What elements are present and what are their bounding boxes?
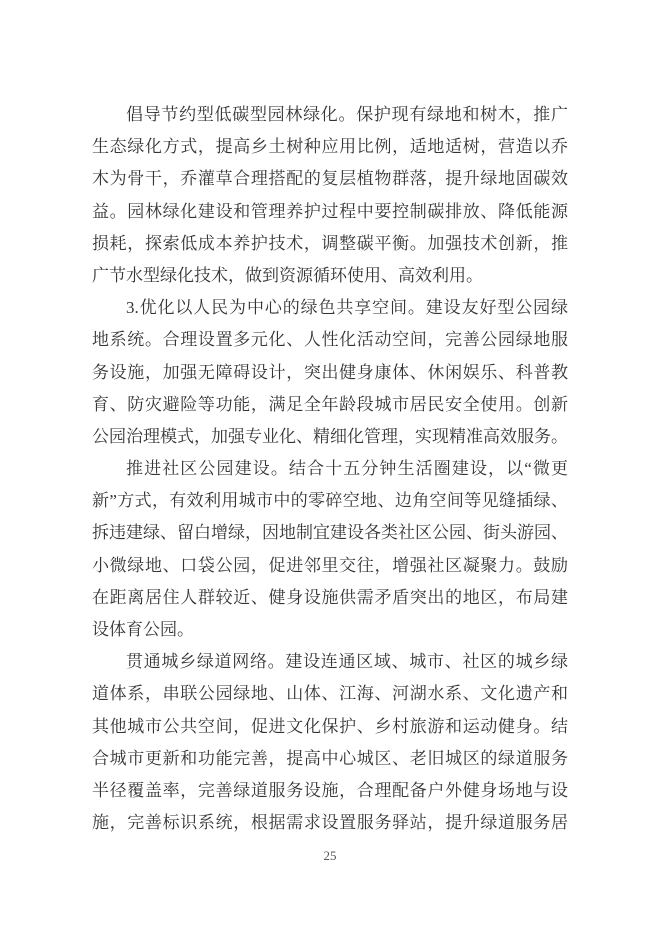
text-line: 地系统。合理设置多元化、人性化活动空间，完善公园绿地服 <box>92 330 568 350</box>
text-line: 半径覆盖率，完善绿道服务设施，合理配备户外健身场地与设 <box>92 780 568 800</box>
text-line: 贯通城乡绿道网络。建设连通区域、城市、社区的城乡绿 <box>126 652 568 672</box>
text-line: 广节水型绿化技术，做到资源循环使用、高效利用。 <box>92 265 483 285</box>
text-line: 公园治理模式，加强专业化、精细化管理，实现精准高效服务。 <box>92 426 568 446</box>
text-line: 拆违建绿、留白增绿，因地制宜建设各类社区公园、街头游园、 <box>92 523 568 543</box>
text-line: 新”方式，有效利用城市中的零碎空地、边角空间等见缝插绿、 <box>92 491 568 511</box>
text-line: 务设施，加强无障碍设计，突出健身康体、休闲娱乐、科普教 <box>92 362 568 382</box>
text-line: 3.优化以人民为中心的绿色共享空间。建设友好型公园绿 <box>126 298 568 318</box>
text-line: 益。园林绿化建设和管理养护过程中要控制碳排放、降低能源 <box>92 201 568 221</box>
text-line: 其他城市公共空间，促进文化保护、乡村旅游和运动健身。结 <box>92 716 568 736</box>
text-line: 在距离居住人群较近、健身设施供需矛盾突出的地区，布局建 <box>92 587 568 607</box>
text-line: 生态绿化方式，提高乡土树种应用比例，适地适树，营造以乔 <box>92 137 568 157</box>
text-line: 道体系，串联公园绿地、山体、江海、河湖水系、文化遗产和 <box>92 684 568 704</box>
text-line: 设体育公园。 <box>92 620 194 639</box>
text-line: 合城市更新和功能完善，提高中心城区、老旧城区的绿道服务 <box>92 748 568 768</box>
text-line: 损耗，探索低成本养护技术，调整碳平衡。加强技术创新，推 <box>92 233 568 253</box>
body-text <box>92 99 568 839</box>
page-number: 25 <box>323 848 337 863</box>
text-line: 木为骨干，乔灌草合理搭配的复层植物群落，提升绿地固碳效 <box>92 169 568 189</box>
text-line: 小微绿地、口袋公园，促进邻里交往，增强社区凝聚力。鼓励 <box>92 555 568 575</box>
text-line: 倡导节约型低碳型园林绿化。保护现有绿地和树木，推广 <box>126 105 568 124</box>
text-line: 施，完善标识系统，根据需求设置服务驿站，提升绿道服务居 <box>92 813 568 833</box>
text-line: 育、防灾避险等功能，满足全年龄段城市居民安全使用。创新 <box>92 394 568 414</box>
text-line: 推进社区公园建设。结合十五分钟生活圈建设，以“微更 <box>126 459 568 479</box>
